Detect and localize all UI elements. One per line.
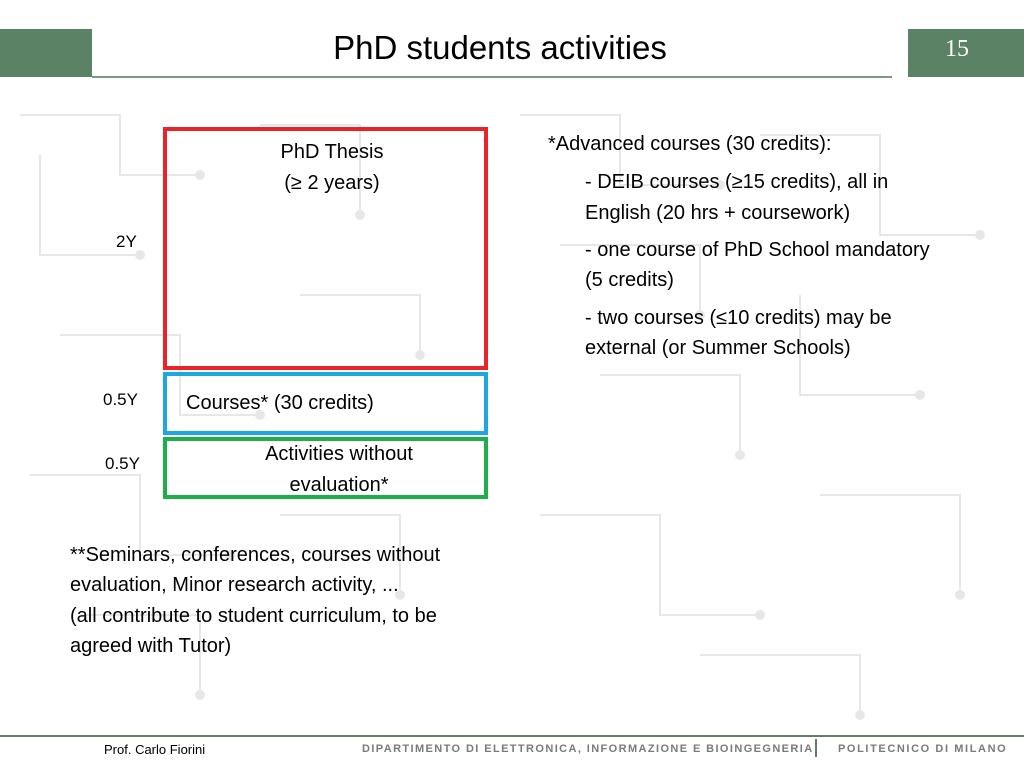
advanced-item-3-line1: - two courses (≤10 credits) may be xyxy=(585,307,892,329)
activities-label-line2: evaluation* xyxy=(289,474,389,496)
footer-separator xyxy=(815,739,817,757)
thesis-label: PhD Thesis xyxy=(280,141,384,163)
notes-line-1: **Seminars, conferences, courses without xyxy=(70,544,441,566)
activities-duration: 0.5Y xyxy=(105,454,140,473)
advanced-item-2-line1: - one course of PhD School mandatory xyxy=(585,239,930,261)
advanced-item-3-line2: external (or Summer Schools) xyxy=(585,337,851,359)
notes-line-3: (all contribute to student curriculum, to be xyxy=(70,605,437,627)
footer-university: POLITECNICO DI MILANO xyxy=(838,743,1008,755)
courses-label: Courses* (30 credits) xyxy=(186,392,374,414)
slide-title: PhD students activities xyxy=(333,29,667,66)
courses-duration: 0.5Y xyxy=(103,390,138,409)
footer-divider xyxy=(0,735,1024,737)
header-accent-bar-left xyxy=(0,29,92,77)
footer-author: Prof. Carlo Fiorini xyxy=(104,742,206,757)
footer-department: DIPARTIMENTO DI ELETTRONICA, INFORMAZIONE E BIOINGEGNERIA xyxy=(362,743,814,755)
page-number: 15 xyxy=(945,36,969,62)
thesis-duration: 2Y xyxy=(116,232,137,251)
advanced-item-1-line2: English (20 hrs + coursework) xyxy=(585,202,851,224)
activities-label-line1: Activities without xyxy=(265,443,413,465)
notes-line-4: agreed with Tutor) xyxy=(70,635,232,657)
advanced-item-2-line2: (5 credits) xyxy=(585,269,674,291)
thesis-duration-note: (≥ 2 years) xyxy=(284,172,380,194)
advanced-item-1-line1: - DEIB courses (≥15 credits), all in xyxy=(585,171,889,193)
title-underline xyxy=(92,76,892,78)
notes-line-2: evaluation, Minor research activity, ... xyxy=(70,574,399,596)
advanced-courses-heading: *Advanced courses (30 credits): xyxy=(548,133,832,155)
